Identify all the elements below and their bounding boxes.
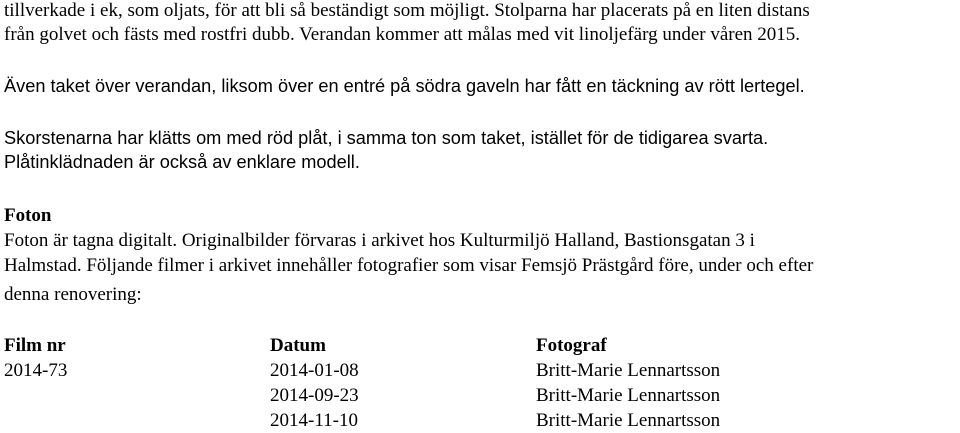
paragraph-line: Plåtinklädnaden är också av enklare modell. — [4, 152, 360, 172]
cell-film-nr: 2014-73 — [4, 360, 68, 381]
header-fotograf: Fotograf — [536, 335, 607, 356]
header-film-nr: Film nr — [4, 335, 66, 356]
cell-datum: 2014-11-10 — [270, 410, 358, 431]
cell-datum: 2014-09-23 — [270, 385, 359, 406]
paragraph-line: tillverkade i ek, som oljats, för att bli så beständigt som möjligt. Stolparna har placerats på en liten distans — [4, 0, 810, 21]
paragraph-line: Skorstenarna har klätts om med röd plåt, i samma ton som taket, istället för de tidigarea svarta. — [4, 128, 769, 148]
cell-fotograf: Britt-Marie Lennartsson — [536, 410, 721, 431]
cell-fotograf: Britt-Marie Lennartsson — [536, 360, 721, 381]
section-heading: Foton — [4, 205, 52, 226]
cell-datum: 2014-01-08 — [270, 360, 359, 381]
cell-fotograf: Britt-Marie Lennartsson — [536, 385, 721, 406]
paragraph-line: Foton är tagna digitalt. Originalbilder förvaras i arkivet hos Kulturmiljö Halland, Bastionsgatan 3 i — [4, 230, 755, 251]
header-datum: Datum — [270, 335, 326, 356]
paragraph-line: denna renovering: — [4, 284, 142, 305]
paragraph-line: från golvet och fästs med rostfri dubb. Verandan kommer att målas med vit linoljefärg under våren 2015. — [4, 24, 801, 45]
paragraph-line: Även taket över verandan, liksom över en entré på södra gaveln har fått en täckning av rött lertegel. — [4, 76, 805, 96]
paragraph-line: Halmstad. Följande filmer i arkivet innehåller fotografier som visar Femsjö Prästgård före, under och efter — [4, 255, 814, 276]
